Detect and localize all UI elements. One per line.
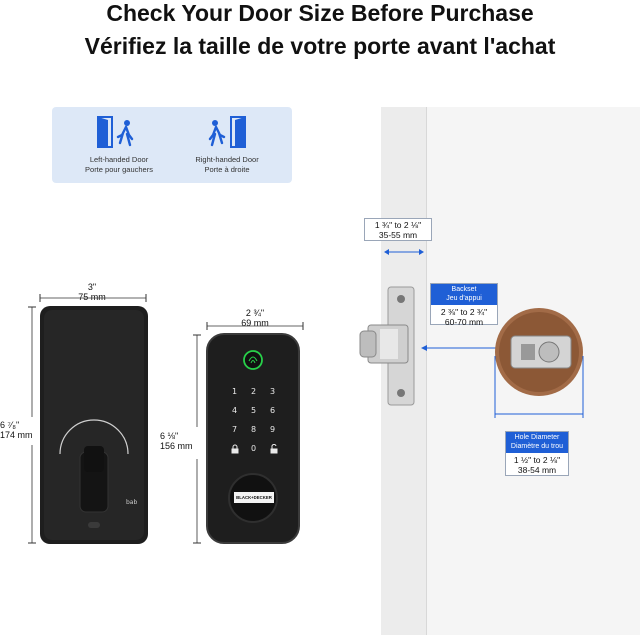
keypad-height-in: 6 ⅛" [160, 431, 179, 441]
exterior-height-mm: 174 mm [0, 430, 33, 440]
unlock-key-icon[interactable] [269, 444, 279, 454]
key-1[interactable]: 1 [232, 387, 238, 396]
left-door-label-en: Left-handed Door [89, 155, 149, 164]
backset-in: 2 ⅜" to 2 ¾" [440, 307, 488, 317]
door-thickness-mm: 35-55 mm [378, 230, 418, 240]
right-door-label-en: Right-handed Door [195, 155, 259, 164]
left-door-label-fr: Porte pour gauchers [85, 165, 153, 174]
door-thickness-box [364, 218, 432, 241]
backset-mm: 60-70 mm [444, 317, 484, 327]
door-thickness-in: 1 ¾" to 2 ⅛" [374, 220, 422, 230]
hole-diameter-box [505, 431, 569, 476]
backset-title-en: Backset [451, 286, 477, 293]
backset-values [431, 305, 497, 327]
exterior-width-mm: 75 mm [78, 292, 106, 302]
hole-title-fr: Diamètre du trou [510, 442, 564, 450]
keypad-width-in: 2 ¾" [245, 308, 265, 318]
fingerprint-sensor-icon [242, 349, 264, 371]
keypad-width-mm: 69 mm [241, 318, 269, 328]
right-door-label-fr: Porte à droite [204, 165, 250, 174]
key-4[interactable]: 4 [232, 406, 238, 415]
key-9[interactable]: 9 [270, 425, 276, 434]
brand-label: BLACK+DECKER [236, 495, 272, 500]
keypad-lock [206, 333, 300, 544]
hole-diameter-header [506, 432, 568, 453]
exterior-height-in: 6 ⁷⁄₈" [0, 420, 20, 430]
door-thickness-arrow [384, 248, 424, 256]
hole-in: 1 ½" to 2 ⅛" [513, 455, 561, 465]
svg-text:bab: bab [126, 499, 138, 506]
key-5[interactable]: 5 [251, 406, 257, 415]
latch-bolt [358, 285, 420, 407]
key-7[interactable]: 7 [232, 425, 238, 434]
keypad-width-dimension-line [205, 322, 305, 330]
handedness-card [52, 107, 292, 183]
keypad-height-mm: 156 mm [160, 441, 193, 451]
key-6[interactable]: 6 [270, 406, 276, 415]
lock-key-icon[interactable] [230, 444, 240, 454]
right-door-label [172, 155, 282, 175]
keypad-height-dimension-line [193, 333, 201, 545]
backset-title-fr: Jeu d'appui [446, 294, 482, 302]
key-2[interactable]: 2 [251, 387, 257, 396]
hole-title-en: Hole Diameter [514, 434, 560, 441]
exterior-width-dimension-line [38, 294, 148, 302]
right-door-icon [204, 115, 250, 149]
bore-hole-illustration [493, 296, 585, 418]
hole-mm: 38-54 mm [517, 465, 557, 475]
brand-badge [234, 492, 274, 503]
exterior-width-in: 3" [87, 282, 97, 292]
left-door-label [64, 155, 174, 175]
backset-header [431, 284, 497, 305]
left-door-icon [94, 115, 140, 149]
exterior-height-dimension-line [28, 305, 36, 545]
heading-french: Vérifiez la taille de votre porte avant l'achat [84, 33, 556, 59]
key-0[interactable]: 0 [251, 444, 257, 453]
key-8[interactable]: 8 [251, 425, 257, 434]
exterior-lock [40, 306, 148, 544]
heading-english: Check Your Door Size Before Purchase [106, 0, 534, 26]
key-3[interactable]: 3 [270, 387, 276, 396]
backset-box [430, 283, 498, 325]
hole-diameter-values [506, 453, 568, 475]
